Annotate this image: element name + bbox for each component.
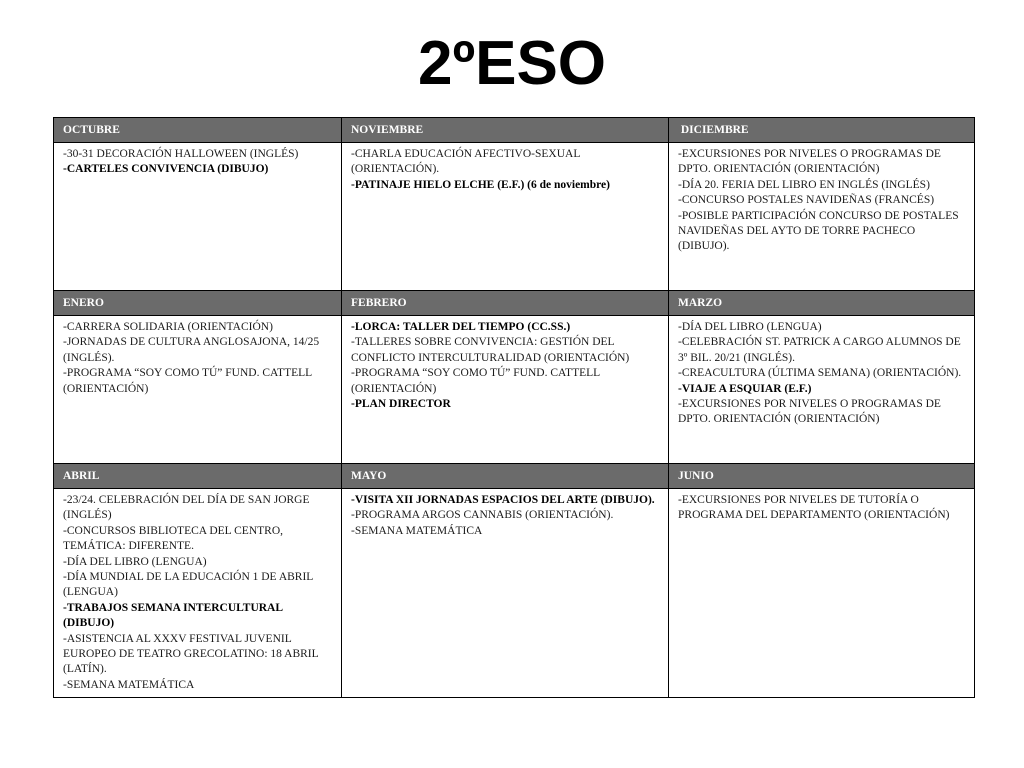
activity-item: -POSIBLE PARTICIPACIÓN CONCURSO DE POSTALES NAVIDEÑAS DEL AYTO DE TORRE PACHECO (DIBUJO). [678,209,959,253]
month-header: DICIEMBRE [669,118,975,143]
activity-item: -VISITA XII JORNADAS ESPACIOS DEL ARTE (DIBUJO). [351,494,655,506]
month-header: ABRIL [54,464,342,489]
month-header-row [54,464,975,489]
activity-item: -VIAJE A ESQUIAR (E.F.) [678,382,812,395]
activity-item: -23/24. CELEBRACIÓN DEL DÍA DE SAN JORGE (INGLÉS) [63,494,310,522]
activity-item: -PROGRAMA “SOY COMO TÚ” FUND. CATTELL (ORIENTACIÓN) [351,367,600,395]
activities-row [54,143,975,291]
activities-cell [669,489,975,698]
month-header: MARZO [669,291,975,316]
activity-item: -EXCURSIONES POR NIVELES O PROGRAMAS DE DPTO. ORIENTACIÓN (ORIENTACIÓN) [678,148,941,176]
activity-item: -TALLERES SOBRE CONVIVENCIA: GESTIÓN DEL CONFLICTO INTERCULTURALIDAD (ORIENTACIÓN) [351,336,630,364]
page-title: 2ºESO [417,29,607,98]
activity-item: -SEMANA MATEMÁTICA [63,678,195,691]
activity-item: -CONCURSO POSTALES NAVIDEÑAS (FRANCÉS) [678,194,935,207]
activity-item: -DÍA DEL LIBRO (LENGUA) [63,555,207,568]
activity-item: -CHARLA EDUCACIÓN AFECTIVO-SEXUAL (ORIENTACIÓN). [351,148,580,176]
activity-item: -CREACULTURA (ÚLTIMA SEMANA) (ORIENTACIÓN). [678,367,962,380]
activity-item: -CARTELES CONVIVENCIA (DIBUJO) [63,163,269,176]
activities-cell [54,489,342,698]
month-header: FEBRERO [342,291,669,316]
month-header: OCTUBRE [54,118,342,143]
activity-item: -CARRERA SOLIDARIA (ORIENTACIÓN) [63,321,273,333]
activities-cell [342,316,669,464]
activity-item: -CELEBRACIÓN ST. PATRICK A CARGO ALUMNOS DE 3º BIL. 20/21 (INGLÉS). [678,336,961,364]
month-header-row [54,118,975,143]
activity-item: -PROGRAMA ARGOS CANNABIS (ORIENTACIÓN). [351,509,614,522]
activity-item: -DÍA MUNDIAL DE LA EDUCACIÓN 1 DE ABRIL (LENGUA) [63,571,313,599]
activity-item: -LORCA: TALLER DEL TIEMPO (CC.SS.) [351,321,571,333]
activities-cell [54,143,342,291]
activities-cell [669,143,975,291]
activity-item: -JORNADAS DE CULTURA ANGLOSAJONA, 14/25 (INGLÉS). [63,336,320,364]
activity-item: -EXCURSIONES POR NIVELES DE TUTORÍA O PROGRAMA DEL DEPARTAMENTO (ORIENTACIÓN) [678,494,950,522]
activities-row [54,316,975,464]
month-header: JUNIO [669,464,975,489]
activities-cell [54,316,342,464]
month-header: ENERO [54,291,342,316]
activities-cell [342,489,669,698]
activity-item: -DÍA 20. FERIA DEL LIBRO EN INGLÉS (INGLÉS) [678,178,930,191]
activities-row [54,489,975,698]
activities-table [53,117,975,698]
activity-item: -30-31 DECORACIÓN HALLOWEEN (INGLÉS) [63,148,299,160]
activity-item: -PLAN DIRECTOR [351,398,451,411]
month-header: NOVIEMBRE [342,118,669,143]
activity-item: -TRABAJOS SEMANA INTERCULTURAL (DIBUJO) [63,601,283,630]
activity-item: -SEMANA MATEMÁTICA [351,524,483,537]
activity-item: -CONCURSOS BIBLIOTECA DEL CENTRO, TEMÁTICA: DIFERENTE. [63,524,283,553]
activity-item: -DÍA DEL LIBRO (LENGUA) [678,321,822,333]
activity-item: -PATINAJE HIELO ELCHE (E.F.) (6 de noviembre) [351,178,610,191]
activities-cell [669,316,975,464]
activity-item: -ASISTENCIA AL XXXV FESTIVAL JUVENIL EUROPEO DE TEATRO GRECOLATINO: 18 ABRIL (LATÍN). [63,632,319,676]
activity-item: -EXCURSIONES POR NIVELES O PROGRAMAS DE DPTO. ORIENTACIÓN (ORIENTACIÓN) [678,398,941,426]
month-header: MAYO [342,464,669,489]
activities-cell [342,143,669,291]
activity-item: -PROGRAMA “SOY COMO TÚ” FUND. CATTELL (ORIENTACIÓN) [63,367,312,395]
month-header-row [54,291,975,316]
